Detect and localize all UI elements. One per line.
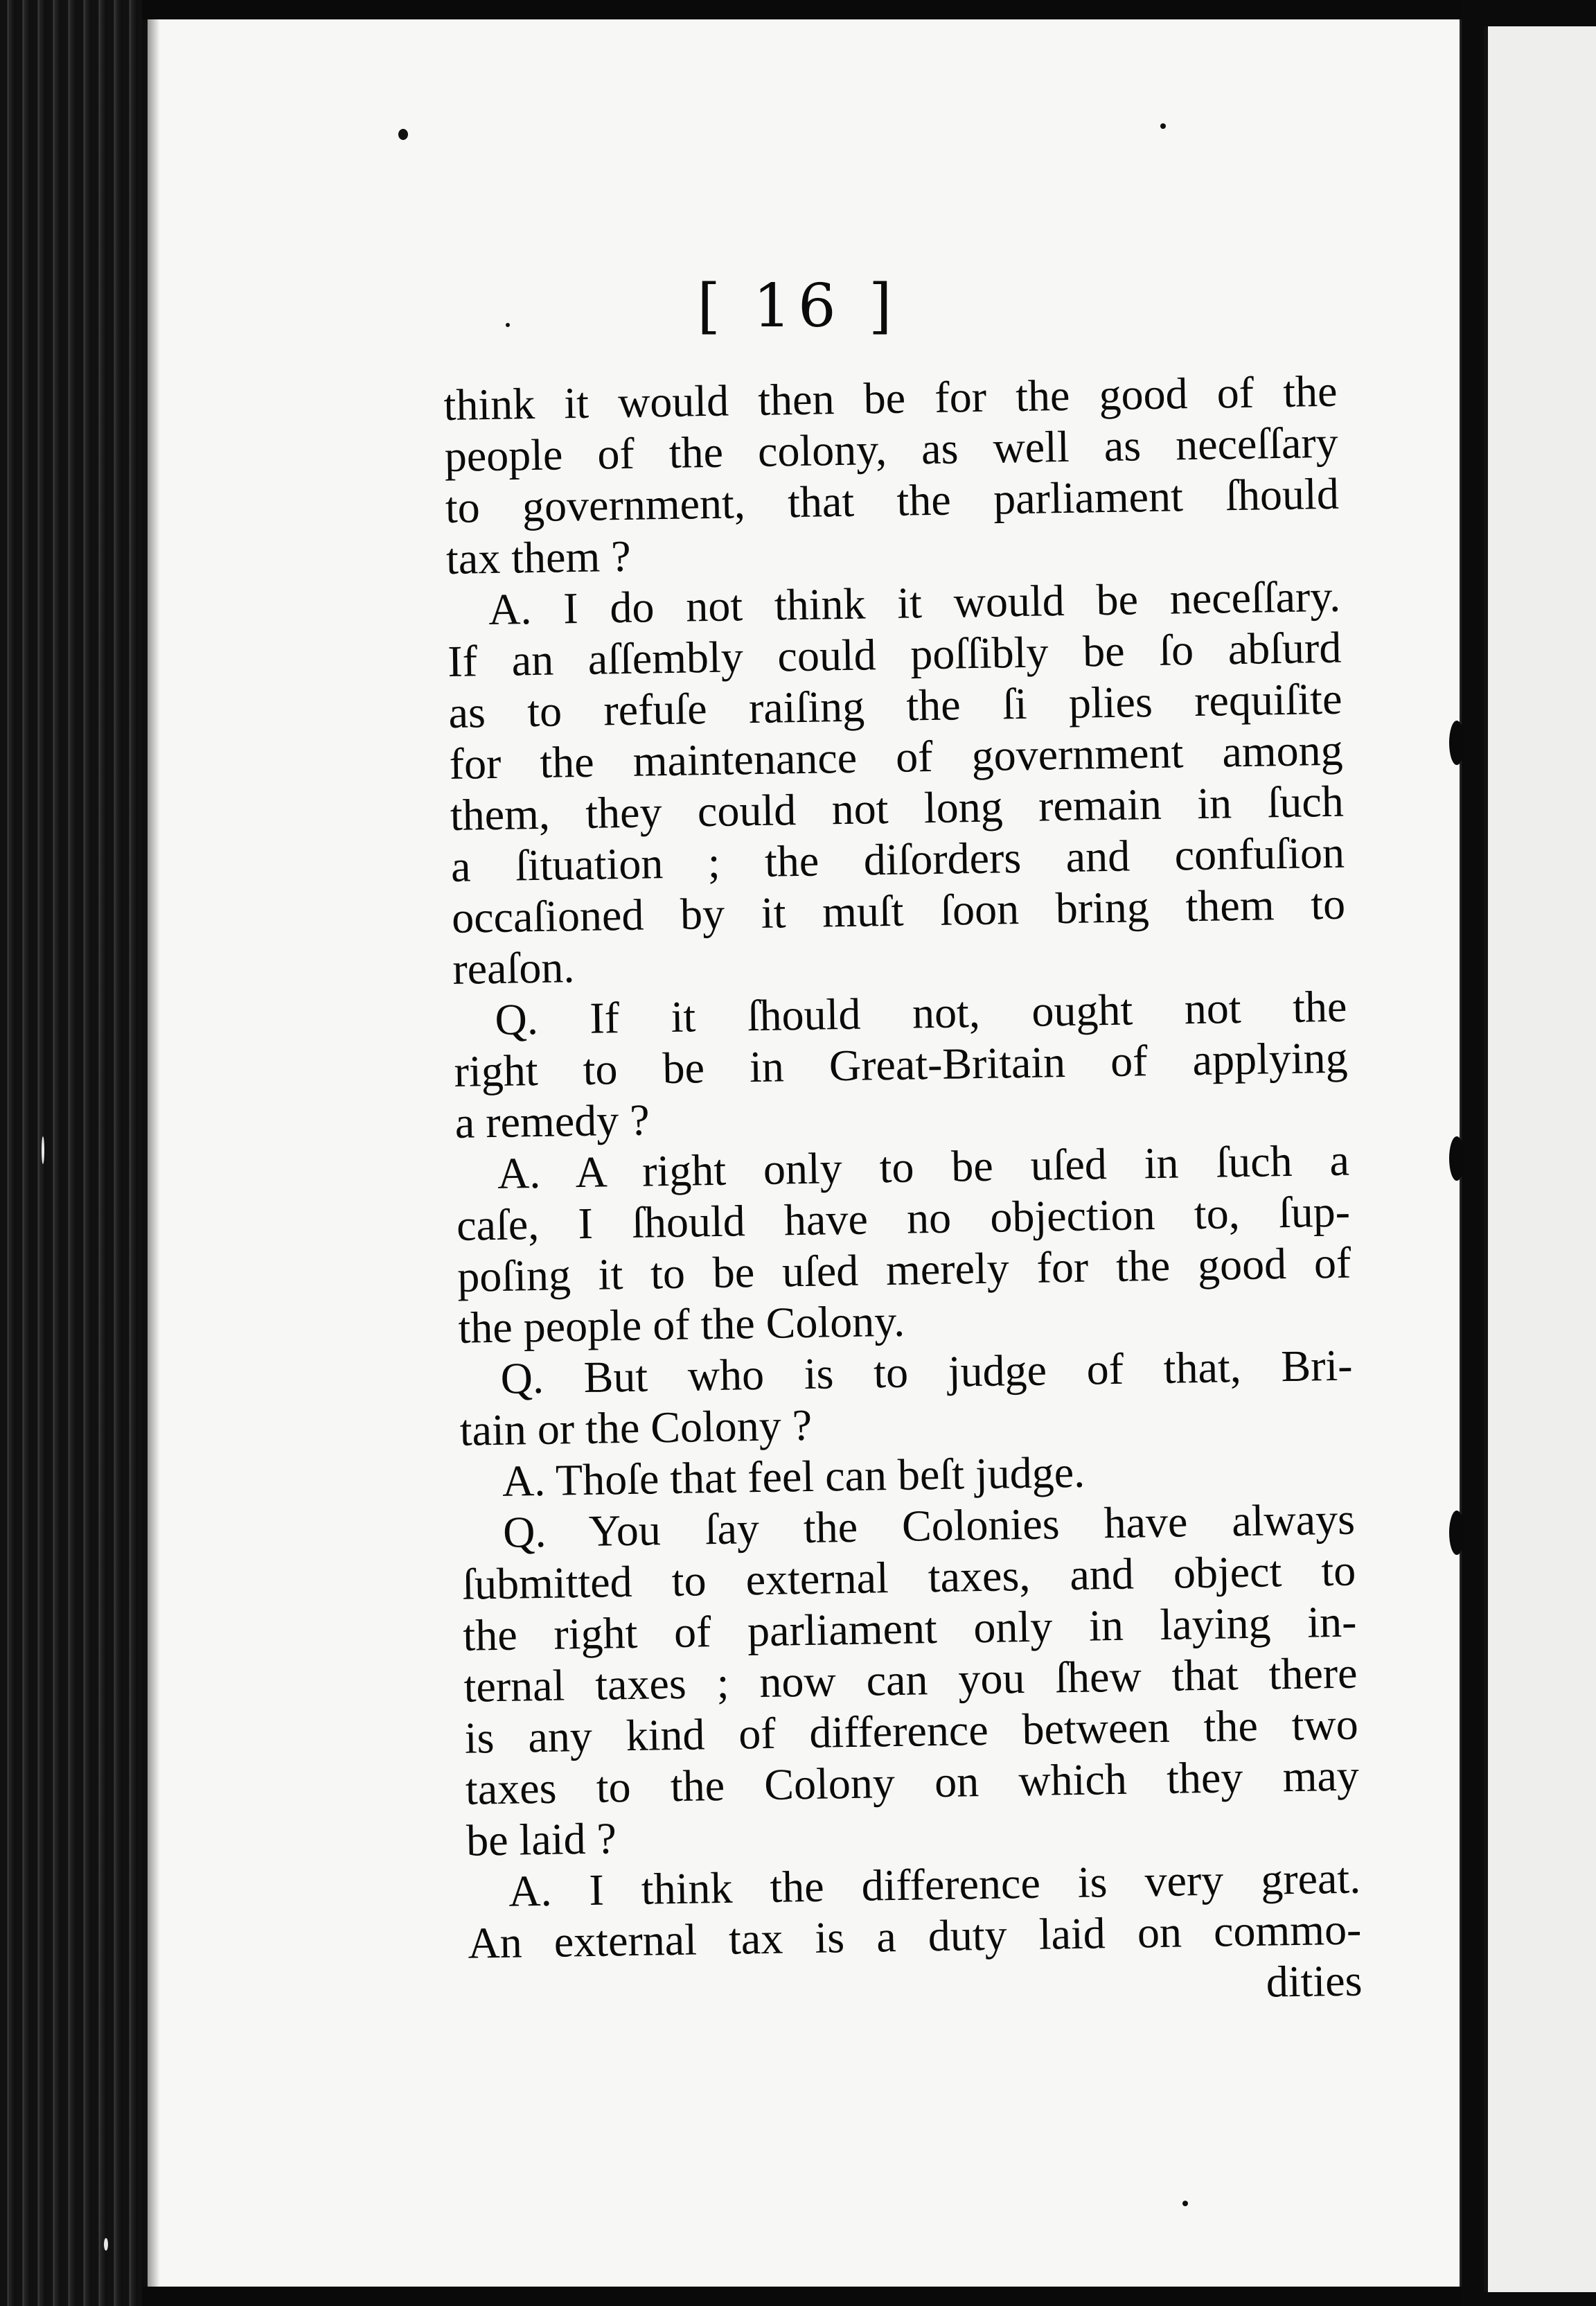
- book-spine-edge: [0, 0, 142, 2306]
- text-line: If an aſſembly could poſſibly be ſo abſurd: [447, 622, 1342, 686]
- text-line: ſubmitted to external taxes, and object to: [461, 1545, 1356, 1609]
- text-line: them, they could not long remain in ſuch: [450, 776, 1345, 840]
- text-line: Q. You ſay the Colonies have always: [502, 1494, 1356, 1557]
- text-line: a remedy ?: [454, 1095, 650, 1147]
- next-page-edge: [1484, 26, 1596, 2292]
- text-line: tain or the Colony ?: [459, 1400, 813, 1455]
- text-line: for the maintenance of government among: [449, 725, 1344, 789]
- page-gutter-shadow: [142, 19, 160, 2287]
- text-line: is any kind of difference between the two: [464, 1699, 1359, 1763]
- text-line: A. A right only to be uſed in ſuch a: [497, 1135, 1350, 1198]
- text-line: to government, that the parliament ſhould: [445, 468, 1340, 532]
- binding-thread-mark: [1449, 721, 1464, 765]
- text-line: A. I do not think it would be neceſſary.: [488, 571, 1341, 635]
- text-line: the people of the Colony.: [457, 1296, 905, 1353]
- body-text: [443, 366, 1363, 2021]
- page-number-header: [ 16 ]: [697, 272, 899, 341]
- text-line: reaſon.: [452, 942, 575, 994]
- text-line: A. I think the difference is very great.: [508, 1853, 1361, 1916]
- text-line: poſing it to be uſed merely for the good of: [456, 1238, 1351, 1301]
- text-line: Q. But who is to judge of that, Bri-: [500, 1340, 1354, 1403]
- text-line: A. Thoſe that feel can beſt judge.: [502, 1447, 1085, 1506]
- text-line: taxes to the Colony on which they may: [465, 1750, 1360, 1814]
- catchword: dities: [1266, 1955, 1363, 2007]
- text-line: caſe, I ſhould have no objection to, ſup-: [456, 1186, 1351, 1250]
- text-line: occaſioned by it muſt ſoon bring them to: [451, 879, 1346, 942]
- text-line: ternal taxes ; now can you ſhew that there: [463, 1648, 1358, 1711]
- text-line: a ſituation ; the diſorders and confuſion: [450, 827, 1345, 891]
- text-line: people of the colony, as well as neceſſary: [444, 417, 1339, 481]
- text-line: think it would then be for the good of the: [443, 366, 1338, 430]
- binding-thread-mark: [1449, 1136, 1464, 1181]
- binding-thread-mark: [1449, 1511, 1464, 1555]
- text-line: be laid ?: [466, 1813, 617, 1865]
- text-line: the right of parliament only in laying in-: [462, 1596, 1357, 1660]
- text-line: tax them ?: [445, 531, 632, 583]
- text-line: right to be in Great-Britain of applying: [454, 1032, 1349, 1096]
- text-line: An external tax is a duty laid on commo-: [467, 1904, 1362, 1968]
- text-line: as to refuſe raiſing the ſi plies requiſite: [447, 674, 1342, 737]
- text-line: Q. If it ſhould not, ought not the: [494, 981, 1347, 1044]
